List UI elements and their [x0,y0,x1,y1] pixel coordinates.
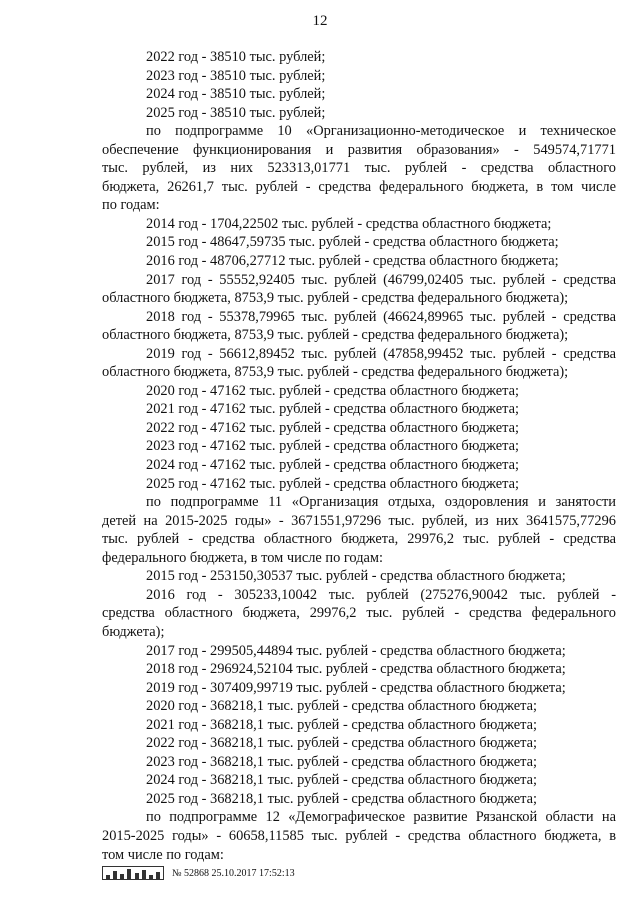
text-line: 2018 год - 296924,52104 тыс. рублей - средства областного бюджета; [146,661,566,678]
text-line: 2021 год - 47162 тыс. рублей - средства областного бюджета; [146,401,520,418]
page-number: 12 [312,13,328,29]
text-line: средства областного бюджета, 29976,2 тыс. рублей - средства федерального [102,605,616,622]
text-line: 2016 год - 48706,27712 тыс. рублей - средства областного бюджета; [146,253,559,270]
text-line: 2015 год - 253150,30537 тыс. рублей - средства областного бюджета; [146,568,566,585]
text-line: 2019 год - 307409,99719 тыс. рублей - средства областного бюджета; [146,679,566,696]
text-line: 2017 год - 55552,92405 тыс. рублей (46799,02405 тыс. рублей - средства [146,271,616,288]
document-footer [102,866,295,880]
document-registration-id: № 52868 25.10.2017 17:52:13 [172,867,295,879]
text-line: федерального бюджета, в том числе по годам: [102,549,384,566]
text-line: 2022 год - 368218,1 тыс. рублей - средства областного бюджета; [146,735,538,752]
text-line: 2023 год - 47162 тыс. рублей - средства областного бюджета; [146,438,520,455]
text-line: областного бюджета, 8753,9 тыс. рублей - средства федерального бюджета); [102,290,569,307]
text-line: 2015-2025 годы» - 60658,11585 тыс. рублей - средства областного бюджета, в [102,827,616,844]
text-line: 2022 год - 38510 тыс. рублей; [146,49,326,65]
text-line: 2023 год - 368218,1 тыс. рублей - средства областного бюджета; [146,753,538,770]
text-line: 2024 год - 47162 тыс. рублей - средства областного бюджета; [146,457,520,474]
text-line: 2014 год - 1704,22502 тыс. рублей - средства областного бюджета; [146,215,552,232]
text-line: областного бюджета, 8753,9 тыс. рублей - средства федерального бюджета); [102,364,569,381]
text-line: по годам: [102,197,160,214]
text-line: обеспечение функционирования и развития образования» - 549574,71771 [102,141,616,158]
text-line: детей на 2015-2025 годы» - 3671551,97296 тыс. рублей, из них 3641575,77296 [102,512,616,529]
text-line: 2020 год - 47162 тыс. рублей - средства областного бюджета; [146,382,520,399]
text-line: 2019 год - 56612,89452 тыс. рублей (47858,99452 тыс. рублей - средства [146,345,616,362]
text-line: тыс. рублей, из них 523313,01771 тыс. рублей - средства областного [102,160,616,177]
text-line: бюджета); [102,623,165,640]
text-line: 2017 год - 299505,44894 тыс. рублей - средства областного бюджета; [146,642,566,659]
document-body [102,48,616,864]
registry-stamp-icon [102,866,164,880]
text-line: 2022 год - 47162 тыс. рублей - средства областного бюджета; [146,419,520,436]
text-line: по подпрограмме 11 «Организация отдыха, оздоровления и занятости [146,494,616,511]
text-line: 2023 год - 38510 тыс. рублей; [146,67,326,84]
text-line: 2025 год - 47162 тыс. рублей - средства областного бюджета; [146,475,520,492]
text-line: тыс. рублей - средства областного бюджета, 29976,2 тыс. рублей - средства [102,531,616,548]
text-line: 2015 год - 48647,59735 тыс. рублей - средства областного бюджета; [146,234,559,251]
text-line: областного бюджета, 8753,9 тыс. рублей - средства федерального бюджета); [102,327,569,344]
text-line: по подпрограмме 12 «Демографическое развитие Рязанской области на [146,809,616,826]
text-line: бюджета, 26261,7 тыс. рублей - средства федерального бюджета, в том числе [102,178,616,195]
text-line: по подпрограмме 10 «Организационно-методическое и техническое [146,123,616,140]
text-line: 2020 год - 368218,1 тыс. рублей - средства областного бюджета; [146,698,538,715]
text-line: 2016 год - 305233,10042 тыс. рублей (275276,90042 тыс. рублей - [146,586,616,603]
text-line: 2025 год - 38510 тыс. рублей; [146,104,326,121]
text-line: 2018 год - 55378,79965 тыс. рублей (46624,89965 тыс. рублей - средства [146,308,616,325]
text-line: 2024 год - 38510 тыс. рублей; [146,86,326,103]
text-line: 2021 год - 368218,1 тыс. рублей - средства областного бюджета; [146,716,538,733]
text-line: том числе по годам: [102,846,224,863]
text-line: 2025 год - 368218,1 тыс. рублей - средства областного бюджета; [146,790,538,807]
text-line: 2024 год - 368218,1 тыс. рублей - средства областного бюджета; [146,772,538,789]
